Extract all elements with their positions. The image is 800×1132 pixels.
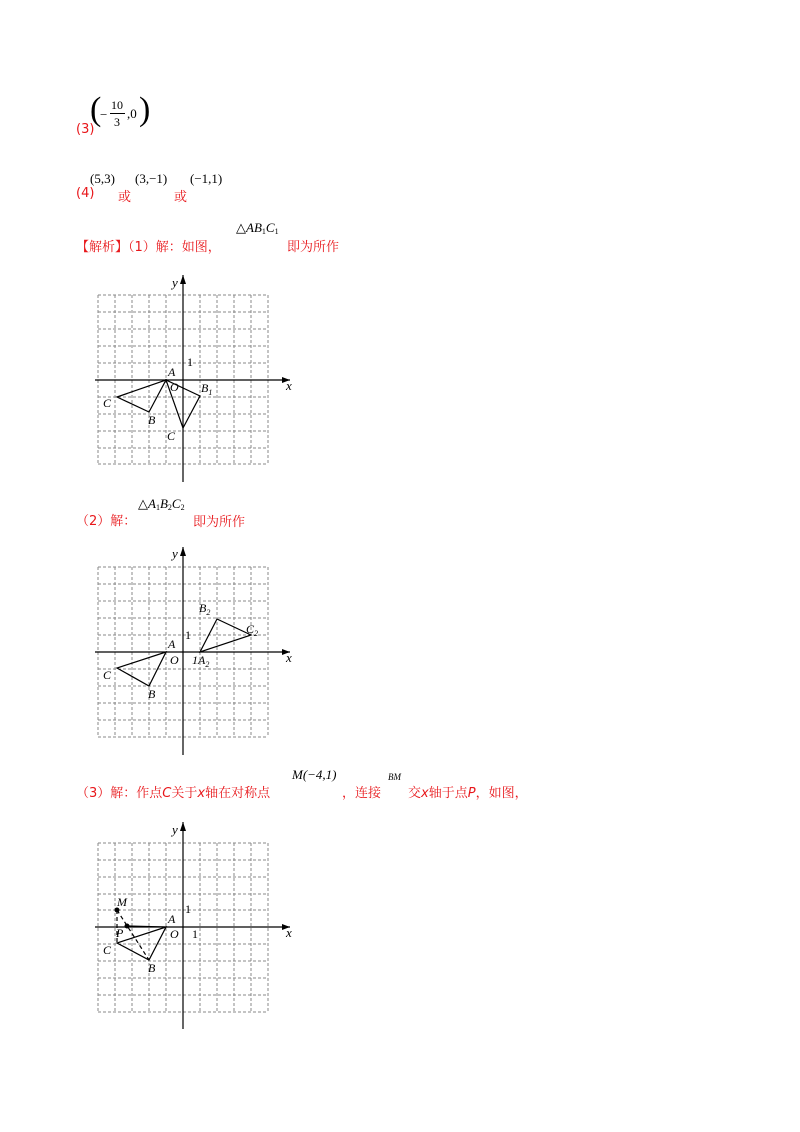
figure-2-label-a: A bbox=[168, 637, 176, 651]
figure-1-y-label: y bbox=[172, 275, 178, 290]
triangle-sub-2: 1 bbox=[274, 227, 279, 236]
part-3-text-e: 交 bbox=[408, 786, 422, 801]
figure-2-y-label: y bbox=[172, 546, 178, 561]
left-paren: ( bbox=[90, 91, 102, 128]
triangle-ab: AB bbox=[246, 220, 262, 235]
figure-1-triangle-abc bbox=[117, 380, 166, 412]
figure-2-label-a2: $1A_2$ bbox=[192, 653, 210, 669]
figure-1-label-o: O bbox=[170, 380, 179, 394]
figure-3-label-a: A bbox=[168, 912, 176, 926]
part-3-text-b: 关于 bbox=[171, 786, 198, 801]
figure-3-label-m: M bbox=[117, 895, 127, 909]
answer-4-or-2: 或 bbox=[174, 190, 188, 205]
triangle2-c-sub: 2 bbox=[180, 503, 185, 512]
figure-2-x-label: x bbox=[286, 650, 292, 665]
fraction-bar bbox=[110, 113, 125, 114]
figure-2-label-c2: $C_2$ bbox=[246, 622, 259, 638]
triangle-symbol-2: △ bbox=[138, 496, 148, 511]
part-3-point-p: P bbox=[467, 786, 476, 801]
answer-3-label: (3) bbox=[76, 122, 95, 137]
answer-4-point-2: (3,−1) bbox=[135, 171, 168, 186]
part-3-x-1: x bbox=[197, 786, 206, 801]
part-3-segment-bm: BM bbox=[388, 772, 401, 782]
triangle-c: C bbox=[265, 220, 275, 235]
figure-2-label-b: B bbox=[148, 687, 156, 701]
part-3-point-c: C bbox=[162, 786, 172, 801]
figure-3-y-arrow bbox=[180, 822, 186, 831]
part-3-x-2: x bbox=[421, 786, 429, 801]
fraction-denominator: 3 bbox=[114, 115, 120, 129]
figure-3-unit-label-y: 1 bbox=[185, 902, 191, 916]
part-3-line-end bbox=[408, 782, 528, 801]
triangle2-b-sub: 2 bbox=[167, 503, 172, 512]
part-3-text-d: ，连接 bbox=[342, 786, 382, 801]
figure-3-y-label: y bbox=[172, 822, 178, 837]
answer-4-or-1: 或 bbox=[118, 190, 132, 205]
figure-3-coordinate-grid bbox=[95, 815, 305, 1035]
figure-2-label-b2: $B_2$ bbox=[199, 601, 211, 617]
figure-1-label-c: C bbox=[103, 396, 112, 410]
figure-1-unit-label: 1 bbox=[187, 355, 193, 369]
part-3-text-g: ，如图， bbox=[475, 786, 528, 801]
part-1-suffix: 即为所作 bbox=[287, 240, 340, 255]
figure-3-label-b: B bbox=[148, 961, 156, 975]
part-3-point-m: M(−4,1) bbox=[292, 767, 337, 782]
figure-1-coordinate-grid bbox=[95, 268, 305, 488]
figure-1-label-c1: C bbox=[167, 429, 176, 443]
figure-1-y-arrow bbox=[180, 275, 186, 284]
figure-1-x-label: x bbox=[286, 378, 292, 393]
triangle2-a-sub: 1 bbox=[155, 503, 160, 512]
figure-1-label-a: A bbox=[168, 365, 176, 379]
figure-2-unit-label: 1 bbox=[185, 628, 191, 642]
figure-2-y-arrow bbox=[180, 547, 186, 556]
figure-2-label-o: O bbox=[170, 653, 179, 667]
part-2-prefix: （2）解： bbox=[76, 514, 137, 529]
right-paren: ) bbox=[139, 91, 151, 128]
figure-3-label-c: C bbox=[103, 943, 112, 957]
answer-4-point-1: (5,3) bbox=[90, 171, 115, 186]
figure-1-label-b: B bbox=[148, 413, 156, 427]
figure-3-label-o: O bbox=[170, 927, 179, 941]
part-3-text-f: 轴于点 bbox=[428, 786, 468, 801]
answer-4-point-3: (−1,1) bbox=[190, 171, 223, 186]
part-1-prefix: （1）解：如图， bbox=[128, 240, 221, 255]
analysis-tag: 【解析】 bbox=[76, 240, 129, 255]
figure-3-label-p: P bbox=[116, 926, 124, 940]
triangle2-b: B bbox=[159, 496, 168, 511]
answer-4-label: (4) bbox=[76, 186, 95, 201]
fraction-tail: ,0 bbox=[127, 106, 137, 121]
figure-2-label-c: C bbox=[103, 668, 112, 682]
part-1-triangle-name bbox=[236, 220, 279, 236]
triangle2-a: A bbox=[148, 496, 156, 511]
triangle-symbol: △ bbox=[236, 220, 246, 235]
part-2-triangle-name bbox=[138, 496, 185, 512]
minus-sign: − bbox=[100, 107, 108, 122]
figure-3-unit-label-x: 1 bbox=[192, 927, 198, 941]
analysis-part-1-line bbox=[76, 236, 221, 255]
part-2-suffix: 即为所作 bbox=[193, 515, 246, 530]
fraction-numerator: 10 bbox=[111, 98, 123, 112]
figure-3-point-p bbox=[125, 924, 130, 929]
part-3-text-a: （3）解：作点 bbox=[76, 786, 163, 801]
part-3-line bbox=[76, 782, 270, 801]
part-3-text-c: 轴在对称点 bbox=[205, 786, 271, 801]
figure-3-x-label: x bbox=[286, 925, 292, 940]
triangle2-c: C bbox=[171, 496, 181, 511]
answer-3-expression bbox=[90, 91, 151, 135]
triangle-sub-1: 1 bbox=[261, 227, 266, 236]
figure-1-label-b1: $B_1$ bbox=[201, 381, 213, 397]
figure-2-coordinate-grid bbox=[95, 540, 305, 760]
